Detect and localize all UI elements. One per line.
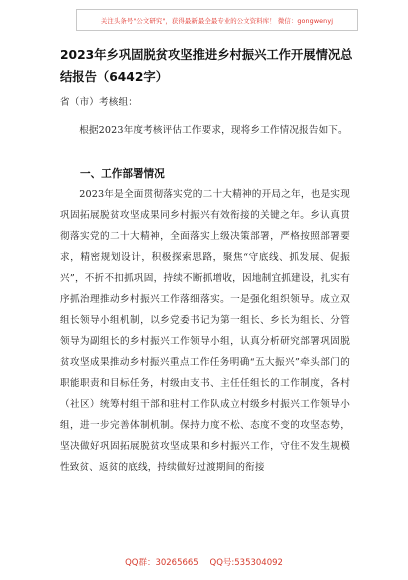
intro-paragraph: 根据2023年度考核评估工作要求，现将乡工作情况报告如下。 <box>79 125 348 136</box>
footer-contact: QQ群：30265665 QQ号:535304092 <box>125 558 283 568</box>
section-heading: 一、工作部署情况 <box>80 168 165 180</box>
header-banner: 关注头条号"公文研究"，获得最新最全最专业的公文资料库！ 微信：gongwenyj <box>76 9 358 31</box>
body-paragraph: 2023年是全面贯彻落实党的二十大精神的开局之年，也是实现巩固拓展脱贫攻坚成果同乡村振兴有效衔接的关键之年。乡认真贯彻落实党的二十大精神，全面落实上级决策部署，严格按照部署要求，精密规划设计，积极探索思路，聚焦“守底线、抓发展、促振兴”，不折不扣抓巩固，持续不断抓增收，因地制宜抓建设，扎实有序抓治理推动乡村振兴工作落细落实。一是强化组织领导。成立双组长领导小组机制，以乡党委书记为第一组长、乡长为组长、分管领导为副组长的乡村振兴工作领导小组，认真分析研究部署巩固脱贫攻坚成果推动乡村振兴重点工作任务明确“五大振兴”牵头部门的职能职责和目标任务，村级由支书、主任任组长的工作制度，各村（社区）统筹村组干部和驻村工作队成立村级乡村振兴工作领导小组，进一步完善体制机制。保持力度不松、态度不变的攻坚态势，坚决做好巩固拓展脱贫攻坚成果和乡村振兴工作，守住不发生规模性致贫、返贫的底线，持续做好过渡期间的衔接 <box>60 189 350 473</box>
document-title: 2023年乡巩固脱贫攻坚推进乡村振兴工作开展情况总结报告（6442字） <box>60 48 353 84</box>
addressee: 省（市）考核组： <box>60 97 138 108</box>
